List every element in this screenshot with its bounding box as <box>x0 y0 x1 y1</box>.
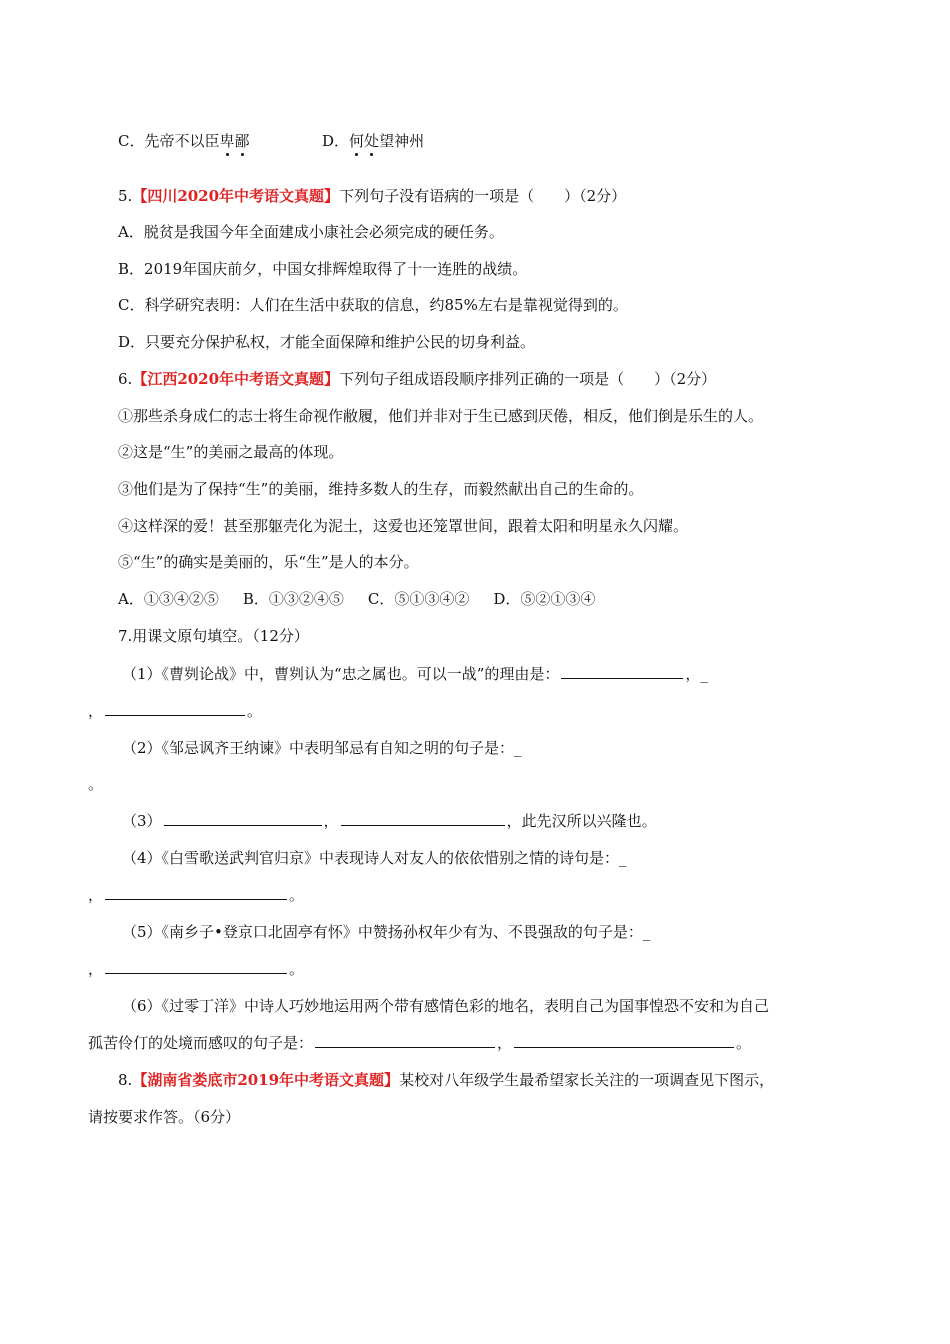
answer-blank[interactable] <box>105 701 245 716</box>
period: 。 <box>736 1034 752 1052</box>
q7-item-2: （2）《邹忌讽齐王纳谏》中表明邹忌有自知之明的句子是：_ <box>122 739 522 757</box>
q7-item-1-text: （1）《曹刿论战》中，曹刿认为“忠之属也。可以一战”的理由是： <box>122 665 560 683</box>
q7-item-6-cont-text: 孤苦伶仃的处境而感叹的句子是： <box>88 1034 314 1052</box>
q5-option-a: A．脱贫是我国今年全面建成小康社会必须完成的硬任务。 <box>118 223 504 241</box>
q8-stem-cont: 请按要求作答。（6分） <box>88 1108 241 1126</box>
q7-item-1-cont <box>88 701 262 721</box>
q7-item-4-cont <box>88 885 304 905</box>
q5-option-d: D．只要充分保护私权，才能全面保障和维护公民的切身利益。 <box>118 333 536 351</box>
q7-item-1-sep: ，_ <box>685 665 708 683</box>
answer-blank[interactable] <box>341 811 505 826</box>
q6-sentence-5: ⑤“生”的确实是美丽的，乐“生”是人的本分。 <box>118 553 419 571</box>
q7-item-3 <box>122 811 657 831</box>
q4-option-d-label: D． <box>322 132 350 150</box>
q5-source-tag: 【四川2020年中考语文真题】 <box>132 187 340 205</box>
answer-blank[interactable] <box>164 811 322 826</box>
q7-item-2-end: 。 <box>88 775 104 793</box>
q6-sentence-4: ④这样深的爱！甚至那躯壳化为泥土，这爱也还笼罩世间，跟着太阳和明星永久闪耀。 <box>118 517 689 535</box>
q7-item-3-label: （3） <box>122 812 162 830</box>
comma: ， <box>88 886 104 904</box>
emphasis-dot-char: 何 <box>349 132 365 150</box>
q6-sentence-1: ①那些杀身成仁的志士将生命视作敝履，他们并非对于生已感到厌倦，相反，他们倒是乐生的人。 <box>118 407 764 425</box>
emphasis-dot-char: 处 <box>364 132 380 150</box>
answer-blank[interactable] <box>561 664 683 679</box>
q5-option-c: C．科学研究表明：人们在生活中获取的信息，约85%左右是靠视觉得到的。 <box>118 296 628 314</box>
q6-option-b: B．①③②④⑤ <box>242 590 344 608</box>
q5-stem-text: 下列句子没有语病的一项是（ ）（2分） <box>339 187 627 205</box>
q6-option-d: D．⑤②①③④ <box>493 590 596 608</box>
q4-option-c-label: C． <box>118 132 145 150</box>
q8-stem-text: 某校对八年级学生最希望家长关注的一项调查见下图示， <box>399 1071 775 1089</box>
q5-stem <box>118 186 626 206</box>
q4-option-c <box>118 131 250 151</box>
emphasis-dot-char: 卑 <box>219 132 235 150</box>
q7-item-6-cont <box>88 1033 751 1053</box>
q8-number: 8. <box>118 1071 133 1089</box>
q7-stem: 7.用课文原句填空。（12分） <box>118 627 309 645</box>
q4-option-d-text: 望神州 <box>379 132 425 150</box>
comma: ， <box>323 812 339 830</box>
comma: ， <box>88 702 104 720</box>
q8-source-tag: 【湖南省娄底市2019年中考语文真题】 <box>132 1071 400 1089</box>
q6-stem <box>118 369 716 389</box>
q6-sentence-2: ②这是“生”的美丽之最高的体现。 <box>118 443 344 461</box>
q7-item-5: （5）《南乡子•登京口北固亭有怀》中赞扬孙权年少有为、不畏强敌的句子是：_ <box>122 923 651 941</box>
q6-option-a: A．①③④②⑤ <box>118 590 219 608</box>
answer-blank[interactable] <box>514 1033 734 1048</box>
q7-item-5-cont <box>88 959 304 979</box>
q7-item-3-end: ，此先汉所以兴隆也。 <box>506 812 657 830</box>
q8-stem <box>118 1070 774 1090</box>
q6-number: 6. <box>118 370 133 388</box>
answer-blank[interactable] <box>105 885 287 900</box>
answer-blank[interactable] <box>105 959 287 974</box>
q6-source-tag: 【江西2020年中考语文真题】 <box>132 370 340 388</box>
period: 。 <box>289 960 305 978</box>
comma: ， <box>497 1034 513 1052</box>
comma: ， <box>88 960 104 978</box>
q7-item-1 <box>122 664 708 684</box>
q6-stem-text: 下列句子组成语段顺序排列正确的一项是（ ）（2分） <box>339 370 717 388</box>
period: 。 <box>289 886 305 904</box>
q4-option-d <box>322 131 424 151</box>
q6-sentence-3: ③他们是为了保持“生”的美丽，维持多数人的生存，而毅然献出自己的生命的。 <box>118 480 644 498</box>
emphasis-dot-char: 鄙 <box>234 132 250 150</box>
q7-item-4: （4）《白雪歌送武判官归京》中表现诗人对友人的依依惜别之情的诗句是：_ <box>122 849 627 867</box>
q7-item-6: （6）《过零丁洋》中诗人巧妙地运用两个带有感情色彩的地名，表明自己为国事惶恐不安和为自己 <box>122 997 770 1015</box>
q6-option-c: C．⑤①③④② <box>367 590 470 608</box>
answer-blank[interactable] <box>315 1033 495 1048</box>
q5-number: 5. <box>118 187 133 205</box>
q4-option-c-text: 先帝不以臣 <box>144 132 220 150</box>
q5-option-b: B．2019年国庆前夕，中国女排辉煌取得了十一连胜的战绩。 <box>118 260 528 278</box>
q6-options <box>118 589 595 609</box>
period: 。 <box>247 702 263 720</box>
